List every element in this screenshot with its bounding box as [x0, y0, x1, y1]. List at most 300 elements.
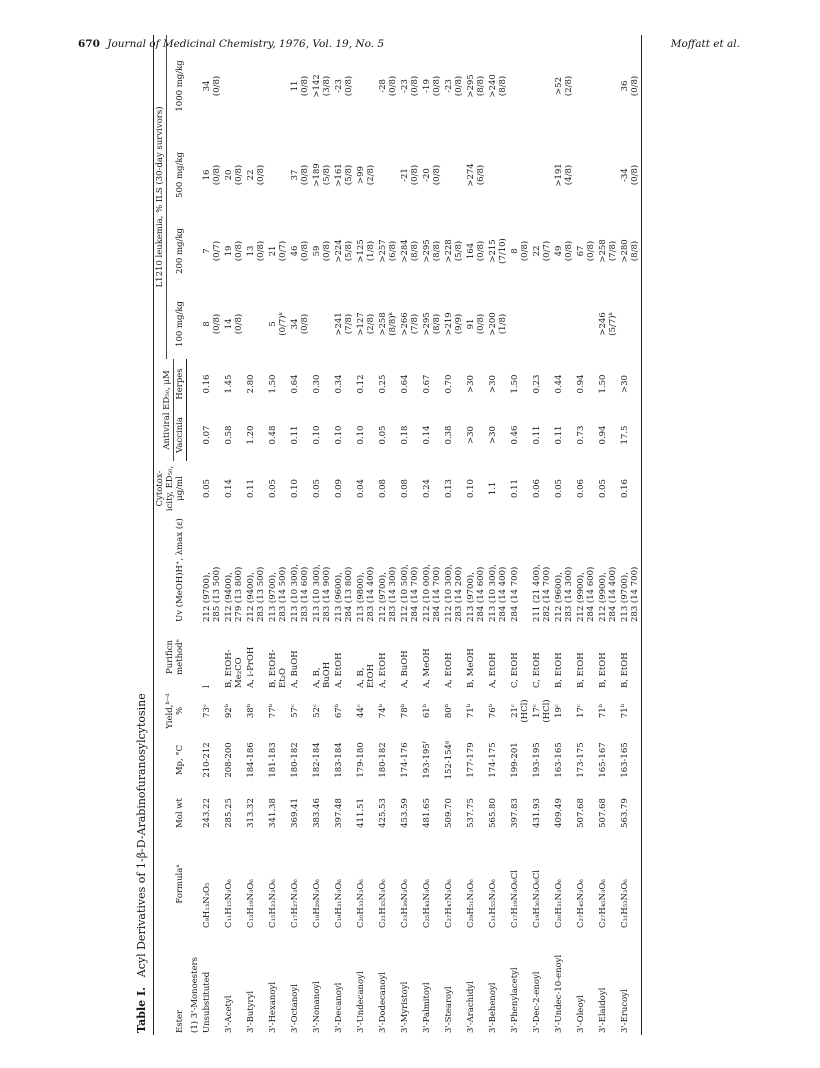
cell-l1210-200: 8 (0/8) [510, 240, 531, 262]
cell-formula: C₁₉H₃₁N₃O₆ [333, 879, 344, 928]
cell-yield: 61ᵇ [421, 703, 432, 719]
cell-l1210-100 [509, 289, 531, 359]
cell-formula: C₁₇H₁₉N₃O₆Cl [510, 870, 520, 928]
cell-cytotoxicity: 0.09 [333, 479, 344, 498]
cell-purification: l [201, 685, 212, 688]
cell-cytotoxicity: 0.24 [421, 479, 432, 498]
cell-formula: C₉H₁₃N₃O₅ [201, 882, 212, 928]
cell-mp: 174-176 [399, 742, 410, 778]
cell-mol-wt: 563.79 [619, 788, 642, 838]
cell-purification: A, EtOH [333, 652, 344, 688]
cell-l1210-500: >191 (4/8) [554, 163, 575, 187]
table-row [311, 35, 333, 1035]
cell-purification: A, B, EtOH [355, 663, 376, 688]
cell-formula: C₂₇H₄₇N₃O₆ [443, 879, 454, 928]
table-label: Table I. [135, 987, 148, 1033]
col-dose-100: 100 mg/kg [175, 301, 186, 347]
cell-cytotoxicity: 0.05 [267, 479, 278, 498]
cell-l1210-200: >280 (8/8) [619, 213, 642, 289]
cell-herpes: 0.25 [377, 374, 388, 394]
cell-l1210-1000 [509, 35, 531, 137]
cell-yield: 57ᶜ [289, 704, 300, 718]
cell-l1210-1000: >142 (3/8) [311, 74, 332, 98]
cell-purification: A, BuOH [399, 650, 410, 688]
cell-uv: 212 (10 500), 284 (14 700) [399, 563, 420, 622]
cell-l1210-500: -20 (0/8) [421, 164, 442, 186]
table-title [135, 693, 148, 1033]
cell-l1210-200: >257 (6/8) [377, 239, 398, 263]
cell-l1210-200: >295 (8/8) [421, 239, 442, 263]
cell-herpes: >30 [619, 359, 642, 409]
cell-yield: 71ᵇ [465, 703, 476, 719]
cell-mp: 163-165 [619, 732, 642, 788]
cell-purification: B, MeOH [465, 648, 476, 688]
cell-purification: A, EtOH [443, 652, 454, 688]
cell-cytotoxicity: 0.04 [355, 479, 366, 498]
cell-ester: 3'-Stearoyl [443, 986, 454, 1033]
table-header [154, 35, 187, 1035]
cell-uv: 213 (9800), 283 (14 400) [355, 566, 376, 622]
journal-citation: Journal of Medicinal Chemistry, 1976, Vol. 19, No. 5 [107, 38, 385, 50]
table-caption: Acyl Derivatives of 1-β-D-Arabinofuranosylcytosine [135, 693, 148, 978]
table-body [186, 35, 642, 1035]
cell-l1210-500 [509, 137, 531, 213]
cell-cytotoxicity: 0.05 [554, 479, 565, 498]
cell-vaccinia: 0.10 [311, 425, 322, 445]
cell-cytotoxicity: 0.08 [399, 479, 410, 498]
cell-l1210-200: 67 (0/8) [576, 240, 597, 262]
cell-formula: C₃₁H₅₃N₃O₆ [619, 838, 642, 930]
cell-yield: 74ᵇ [377, 703, 388, 719]
cell-herpes: 0.23 [532, 374, 543, 394]
cell-ester: 3'-Decanoyl [333, 982, 344, 1033]
cell-vaccinia: 0.11 [532, 425, 543, 445]
cell-mol-wt: 481.65 [421, 798, 432, 828]
cell-vaccinia: 0.10 [355, 425, 366, 445]
cell-ester: Unsubstituted [201, 971, 212, 1033]
cell-vaccinia: 0.07 [201, 425, 212, 445]
cell-mp: 177-179 [465, 742, 476, 778]
cell-ester: 3'-Dodecanoyl [377, 972, 388, 1033]
cell-mp: 199-201 [510, 742, 520, 778]
cell-herpes: 2.80 [245, 374, 256, 394]
cell-cytotoxicity: 0.05 [201, 479, 212, 498]
cell-l1210-1000: 11 (0/8) [289, 75, 310, 97]
cell-yield: 17ᶜ (HCl) [532, 699, 553, 723]
cell-l1210-1000 [575, 35, 597, 137]
cell-cytotoxicity: 0.05 [598, 479, 609, 498]
cell-vaccinia: 0.11 [554, 425, 565, 445]
cell-herpes: 0.34 [333, 374, 344, 394]
cell-mp: 179-180 [355, 742, 366, 778]
col-mp: Mp, °C [154, 732, 187, 788]
cell-uv: 211 (21 400), 282 (14 700) [532, 563, 553, 622]
table-row [421, 35, 443, 1035]
section-label: (1) 3'-Monoesters [189, 956, 200, 1033]
cell-herpes: 0.64 [399, 374, 410, 394]
cell-mol-wt: 243.22 [201, 798, 212, 828]
cell-mol-wt: 409.49 [554, 798, 565, 828]
cell-ester: 3'-Myristoyl [399, 981, 410, 1033]
cell-uv: 213 (9700), 284 (14 600) [465, 566, 486, 622]
cell-l1210-100: >295 (8/8) [421, 312, 442, 336]
cell-yield: 21ᶜ (HCl) [510, 699, 531, 723]
cell-purification: B, EtOH- Me₂CO [223, 649, 244, 688]
section-row [186, 35, 201, 1035]
cell-l1210-100 [531, 289, 553, 359]
cell-mol-wt: 341.38 [267, 798, 278, 828]
cell-yield: 77ᵇ [267, 703, 278, 719]
cell-uv: 212 (9900), 284 (14 600) [576, 566, 597, 622]
cell-herpes: 0.94 [576, 374, 587, 394]
cell-ester: 3'-Erucoyl [619, 930, 642, 1035]
cell-mp: 152-154ᵍ [443, 740, 454, 780]
cell-purification: C, EtOH [532, 652, 543, 688]
data-table [153, 35, 642, 1035]
cell-l1210-100: >241 (7/8) [333, 312, 354, 336]
cell-l1210-500: 20 (0/8) [223, 164, 244, 186]
cell-yield: 80ᵇ [443, 703, 454, 719]
cell-uv: 212 (10 000), 284 (14 700) [421, 563, 442, 622]
cell-l1210-1000: >240 (8/8) [487, 74, 508, 98]
cell-ester: 3'-Acetyl [223, 995, 234, 1033]
cell-l1210-1000 [223, 35, 245, 137]
table-row [245, 35, 267, 1035]
cell-l1210-100: >127 (2/8) [355, 312, 376, 336]
cell-yield: 76ᵇ [487, 703, 498, 719]
cell-yield: 44ᶜ [355, 704, 366, 718]
cell-l1210-1000: >295 (8/8) [465, 74, 486, 98]
cell-mol-wt: 431.93 [532, 798, 543, 828]
cell-purification: A, EtOH [377, 652, 388, 688]
cell-formula: C₂₀H₃₁N₃O₆ [554, 879, 565, 928]
cell-formula: C₁₁H₁₅N₃O₆ [223, 879, 234, 928]
cell-herpes: 0.67 [421, 374, 432, 394]
cell-cytotoxicity: 0.13 [443, 479, 454, 498]
cell-herpes: 0.16 [201, 374, 212, 394]
col-vaccinia: Vaccinia [173, 409, 186, 461]
cell-mp: 210-212 [201, 742, 212, 778]
cell-ester: 3'-Octanoyl [289, 984, 300, 1033]
cell-purification: B, EtOH [576, 652, 587, 688]
cell-mol-wt: 453.59 [399, 798, 410, 828]
cell-herpes: 1.50 [267, 374, 278, 394]
cell-cytotoxicity: 0.16 [619, 461, 642, 516]
cell-vaccinia: 0.58 [223, 425, 234, 445]
cell-l1210-1000: 36 (0/8) [619, 35, 642, 137]
cell-purification: B, EtOH [598, 652, 609, 688]
cell-l1210-200: 164 (0/8) [465, 240, 486, 262]
cell-yield: 38ᵇ [245, 703, 256, 719]
cell-uv: 212 (9400), 283 (13 500) [245, 566, 266, 622]
cell-l1210-500 [377, 137, 399, 213]
cell-ester: 3'-Phenylacetyl [510, 967, 520, 1033]
cell-uv: 212 (9900), 284 (14 400) [598, 566, 619, 622]
cell-mol-wt: 397.48 [333, 798, 344, 828]
cell-l1210-500: >274 (6/8) [465, 163, 486, 187]
cell-formula: C₁₉H₃₀N₃O₆Cl [532, 870, 543, 928]
cell-l1210-100 [553, 289, 575, 359]
cell-vaccinia: 0.73 [576, 425, 587, 445]
cell-l1210-200: 22 (0/7) [532, 240, 553, 262]
cell-yield: 17ᶜ [576, 704, 587, 718]
cell-l1210-500 [487, 137, 509, 213]
cell-herpes: 0.70 [443, 374, 454, 394]
table-row [267, 35, 289, 1035]
cell-ester: 3'-Butyryl [245, 990, 256, 1033]
cell-mol-wt: 383.46 [311, 798, 322, 828]
col-purification: Purificn methodᵉ [154, 624, 187, 690]
table-row [531, 35, 553, 1035]
cell-formula: C₁₇H₂₇N₃O₆ [289, 879, 300, 928]
cell-l1210-500: 22 (0/8) [245, 164, 266, 186]
cell-uv: 213 (9700), 283 (14 700) [619, 516, 642, 624]
cell-l1210-200: >215 (7/10) [487, 238, 508, 264]
cell-vaccinia: >30 [465, 426, 476, 444]
cell-mp: 174-175 [487, 742, 498, 778]
table-row [465, 35, 487, 1035]
cell-l1210-500: 37 (0/8) [289, 164, 310, 186]
cell-herpes: 0.64 [289, 374, 300, 394]
col-uv: Uv (MeOH)H⁺, λmax (ε) [154, 516, 187, 624]
cell-l1210-100 [311, 289, 333, 359]
cell-ester: 3'-Oleoyl [576, 995, 587, 1033]
cell-l1210-100: 8 (0/8) [201, 313, 222, 335]
cell-formula: C₁₈H₂₉N₃O₆ [311, 879, 322, 928]
cell-vaccinia: 0.14 [421, 425, 432, 445]
cell-l1210-200: >284 (8/8) [399, 239, 420, 263]
cell-l1210-100: >258 (8/8)ᵏ [377, 312, 398, 336]
cell-l1210-1000: >52 (2/8) [554, 75, 575, 97]
cell-purification: A, BuOH [289, 650, 300, 688]
cell-l1210-200: 46 (0/8) [289, 240, 310, 262]
cell-purification: A, i-PrOH [245, 646, 256, 688]
cell-formula: C₃₁H₅₅N₃O₆ [487, 879, 498, 928]
cell-uv: 212 (10 300), 283 (14 200) [443, 563, 464, 622]
table-row [487, 35, 509, 1035]
cell-mp: 165-167 [598, 742, 609, 778]
cell-l1210-1000 [531, 35, 553, 137]
table-row [509, 35, 531, 1035]
cell-l1210-100: 5 (0/7)ᵏ [267, 312, 288, 336]
table-row [333, 35, 355, 1035]
col-yield: Yield,ᵇ⁻ᵈ % [154, 690, 187, 732]
cell-purification: B, EtOH- Et₂O [267, 649, 288, 688]
table-row [443, 35, 465, 1035]
col-herpes: Herpes [173, 359, 186, 409]
table-row [597, 35, 619, 1035]
cell-l1210-1000 [355, 35, 377, 137]
cell-cytotoxicity: 0.06 [576, 479, 587, 498]
cell-ester: 3'-Undec-10-enoyl [554, 954, 565, 1033]
cell-l1210-100: >200 (1/8) [487, 312, 508, 336]
cell-yield: 71ᵇ [598, 703, 609, 719]
cell-herpes: 1.50 [598, 374, 609, 394]
cell-herpes: 0.12 [355, 374, 366, 394]
cell-ester: 3'-Arachidyl [465, 981, 476, 1033]
cell-cytotoxicity: 0.10 [465, 479, 476, 498]
col-formula: Formulaᵃ [154, 838, 187, 930]
cell-cytotoxicity: 0.11 [245, 479, 256, 498]
cell-cytotoxicity: 0.11 [510, 479, 520, 498]
cell-l1210-1000: -28 (0/8) [377, 75, 398, 97]
cell-l1210-1000: -19 (0/8) [421, 75, 442, 97]
cell-ester: 3'-Palmitoyl [421, 982, 432, 1033]
cell-l1210-200: >125 (1/8) [355, 239, 376, 263]
cell-mp: 184-186 [245, 742, 256, 778]
cell-l1210-100: >266 (7/8) [399, 312, 420, 336]
cell-l1210-1000: 34 (0/8) [201, 75, 222, 97]
table-row [355, 35, 377, 1035]
cell-cytotoxicity: 0.06 [532, 479, 543, 498]
cell-ester: 3'-Behenoyl [487, 982, 498, 1033]
cell-yield: 52ᶜ [311, 704, 322, 718]
page-number: 670 [78, 38, 100, 50]
cell-formula: C₂₀H₃₃N₃O₆ [355, 879, 366, 928]
cell-uv: 212 (9700), 283 (14 300) [377, 566, 398, 622]
cell-mp: 180-182 [377, 742, 388, 778]
cell-yield: 67ᵇ [333, 703, 344, 719]
cell-l1210-500: >189 (5/8) [311, 163, 332, 187]
cell-formula: C₁₃H₁₉N₃O₆ [245, 879, 256, 928]
cell-ester: 3'-Hexanoyl [267, 981, 278, 1033]
cell-l1210-1000: -23 (0/8) [443, 75, 464, 97]
cell-l1210-200: 19 (0/8) [223, 240, 244, 262]
cell-l1210-100 [575, 289, 597, 359]
cell-l1210-500 [575, 137, 597, 213]
col-ester: Ester [154, 930, 187, 1035]
cell-formula: C₂₁H₃₅N₃O₆ [377, 879, 388, 928]
cell-mol-wt: 537.75 [465, 798, 476, 828]
cell-l1210-500: -21 (0/8) [399, 164, 420, 186]
table-row [399, 35, 421, 1035]
cell-mp: 182-184 [311, 742, 322, 778]
cell-purification: A, MeOH [421, 648, 432, 688]
table-row [201, 35, 223, 1035]
cell-l1210-500 [267, 137, 289, 213]
cell-l1210-500: -34 (0/8) [619, 137, 642, 213]
cell-ester: 3'-Nonanoyl [311, 981, 322, 1033]
cell-l1210-1000 [597, 35, 619, 137]
cell-l1210-100: 14 (0/8) [223, 313, 244, 335]
cell-formula: C₂₃H₃₉N₃O₆ [399, 879, 410, 928]
cell-vaccinia: 1.20 [245, 425, 256, 445]
col-dose-500: 500 mg/kg [175, 152, 186, 198]
cell-vaccinia: 0.18 [399, 425, 410, 445]
col-mol-wt: Mol wt [154, 788, 187, 838]
table-row [289, 35, 311, 1035]
running-head-authors: Moffatt et al. [670, 38, 740, 50]
table-row [223, 35, 245, 1035]
cell-uv: 213 (10 300), 284 (14 400) [487, 563, 508, 622]
cell-formula: C₂₉H₅₁N₃O₆ [465, 879, 476, 928]
cell-purification: B, EtOH [619, 624, 642, 690]
cell-herpes: >30 [487, 375, 498, 393]
cell-mp: 180-182 [289, 742, 300, 778]
cell-l1210-1000 [245, 35, 267, 137]
cell-yield: 78ᵇ [399, 703, 410, 719]
cell-mol-wt: 507.68 [598, 798, 609, 828]
cell-vaccinia: >30 [487, 426, 498, 444]
cell-mp: 193-195ᶠ [421, 741, 432, 779]
cell-mol-wt: 285.25 [223, 798, 234, 828]
cell-purification: C, EtOH [510, 652, 520, 688]
cell-l1210-200: 59 (0/8) [311, 240, 332, 262]
cell-l1210-100 [619, 289, 642, 359]
cell-cytotoxicity: 1.1 [487, 481, 498, 496]
cell-yield: 92ᵇ [223, 703, 234, 719]
cell-herpes: 1.50 [510, 374, 520, 394]
cell-vaccinia: 0.10 [333, 425, 344, 445]
cell-mp: 193-195 [532, 742, 543, 778]
cell-uv: 213 (9700), 283 (14 500) [267, 566, 288, 622]
table-row [575, 35, 597, 1035]
cell-mp: 181-183 [267, 742, 278, 778]
table-row [377, 35, 399, 1035]
col-dose-1000: 1000 mg/kg [175, 60, 186, 112]
cell-ester: 3'-Dec-2-enoyl [532, 971, 543, 1033]
cell-vaccinia: 0.46 [510, 425, 520, 445]
cell-l1210-500: >161 (5/8) [333, 163, 354, 187]
col-dose-200: 200 mg/kg [175, 228, 186, 274]
cell-l1210-1000 [267, 35, 289, 137]
cell-vaccinia: 17.5 [619, 409, 642, 461]
cell-mol-wt: 369.41 [289, 798, 300, 828]
cell-cytotoxicity: 0.14 [223, 479, 234, 498]
cell-l1210-100: >246 (5/7)ᵏ [598, 312, 619, 336]
cell-formula: C₂₇H₄₅N₃O₆ [576, 879, 587, 928]
cell-purification: A, EtOH [487, 652, 498, 688]
rotated-table-frame [135, 35, 745, 1035]
cell-l1210-1000: -23 (0/8) [399, 75, 420, 97]
cell-cytotoxicity: 0.08 [377, 479, 388, 498]
cell-l1210-200: >258 (7/8) [598, 239, 619, 263]
cell-mp: 183-184 [333, 742, 344, 778]
cell-l1210-100: 91 (0/8) [465, 313, 486, 335]
cell-purification: B, EtOH [554, 652, 565, 688]
cell-l1210-500 [531, 137, 553, 213]
cell-formula: C₂₇H₄₅N₃O₆ [598, 879, 609, 928]
cell-yield: 71ᵇ [619, 690, 642, 732]
cell-vaccinia: 0.38 [443, 425, 454, 445]
cell-herpes: >30 [465, 375, 476, 393]
cell-mol-wt: 565.80 [487, 798, 498, 828]
cell-formula: C₁₅H₂₃N₃O₆ [267, 879, 278, 928]
cell-mp: 163-165 [554, 742, 565, 778]
cell-mol-wt: 425.53 [377, 798, 388, 828]
cell-mp: 208-200 [223, 742, 234, 778]
cell-formula: C₂₅H₄₃N₃O₆ [421, 879, 432, 928]
cell-l1210-200: 49 (0/8) [554, 240, 575, 262]
col-cytotoxicity: Cytotox-icity, ED₅₀, μg/ml [154, 461, 187, 516]
cell-cytotoxicity: 0.05 [311, 479, 322, 498]
cell-l1210-1000: -23 (0/8) [333, 75, 354, 97]
cell-ester: 3'-Elaidoyl [598, 987, 609, 1033]
cell-l1210-200: 13 (0/8) [245, 240, 266, 262]
cell-mol-wt: 313.32 [245, 798, 256, 828]
cell-uv: 212 (9600), 283 (14 300) [554, 566, 575, 622]
cell-uv: 212 (9400), 279 (13 800) [223, 566, 244, 622]
cell-l1210-200: >228 (5/8) [443, 239, 464, 263]
cell-uv: 213 (10 300), 283 (14 600) [289, 563, 310, 622]
cell-l1210-500: 16 (0/8) [201, 164, 222, 186]
cell-l1210-100 [245, 289, 267, 359]
cell-herpes: 0.44 [554, 374, 565, 394]
cell-uv: 213 (9600), 284 (13 800) [333, 566, 354, 622]
cell-l1210-200: 21 (0/7) [267, 240, 288, 262]
cell-yield: 73ᶜ [201, 704, 212, 718]
cell-cytotoxicity: 0.10 [289, 479, 300, 498]
